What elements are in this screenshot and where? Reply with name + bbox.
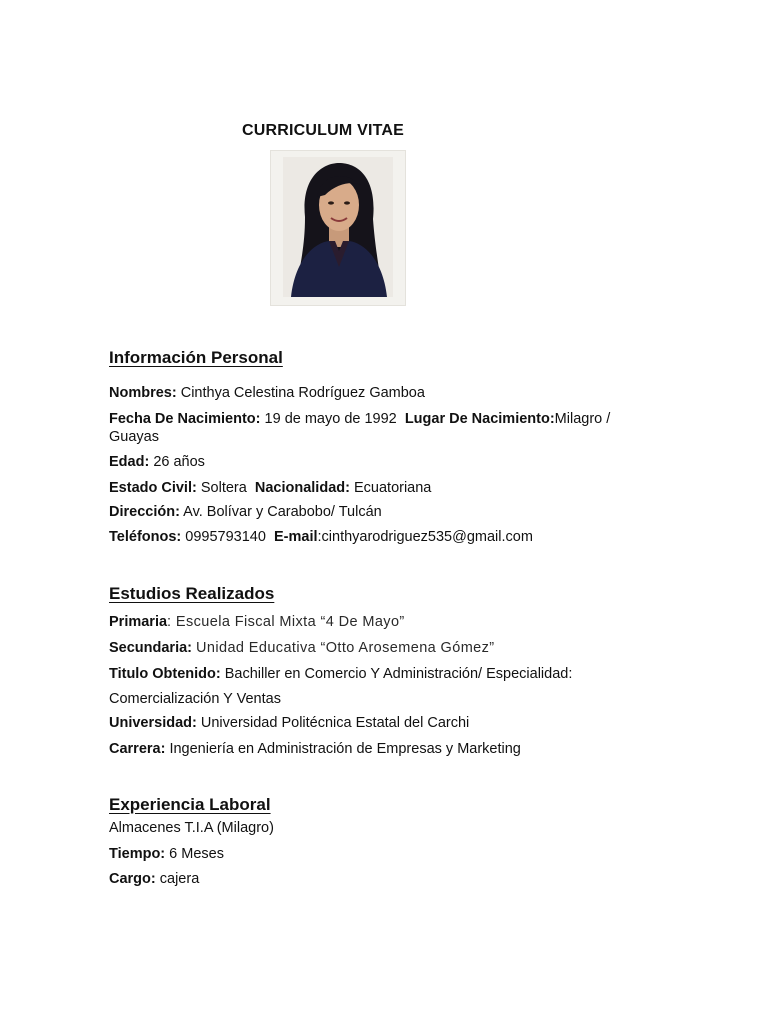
phones-label: Teléfonos: <box>109 529 182 545</box>
career-label: Carrera: <box>109 741 166 757</box>
email-label: E-mail <box>273 529 318 545</box>
primary-label: Primaria <box>109 614 168 630</box>
degree-value: Bachiller en Comercio Y Administración/ Especialidad: <box>224 666 573 682</box>
primary-row <box>109 614 405 630</box>
age-value: 26 años <box>153 454 205 470</box>
degree-label: Titulo Obtenido: <box>109 666 221 682</box>
university-value: Universidad Politécnica Estatal del Carchi <box>200 715 470 731</box>
names-value: Cinthya Celestina Rodríguez Gamboa <box>180 385 425 401</box>
university-label: Universidad: <box>109 715 197 731</box>
company-row: Almacenes T.I.A (Milagro) <box>109 820 274 836</box>
address-label: Dirección: <box>109 504 180 520</box>
civil-row <box>109 480 431 496</box>
university-row <box>109 715 469 731</box>
career-row <box>109 741 521 757</box>
profile-photo <box>270 150 406 306</box>
secondary-value: Unidad Educativa “Otto Arosemena Gómez” <box>196 640 495 656</box>
document-title: CURRICULUM VITAE <box>242 122 405 139</box>
role-value: cajera <box>159 871 200 887</box>
birthdate-label: Fecha De Nacimiento: <box>109 411 261 427</box>
phones-value: 0995793140 <box>185 529 266 545</box>
names-row <box>109 385 425 401</box>
address-value: Av. Bolívar y Carabobo/ Tulcán <box>183 504 382 520</box>
birthdate-value: 19 de mayo de 1992 <box>264 411 397 427</box>
time-row <box>109 846 224 862</box>
section-heading-experience: Experiencia Laboral <box>109 795 271 814</box>
address-row <box>109 504 382 520</box>
career-value: Ingeniería en Administración de Empresas y Marketing <box>169 741 521 757</box>
secondary-row <box>109 640 495 656</box>
section-heading-personal: Información Personal <box>109 348 283 367</box>
degree-row <box>109 666 572 682</box>
portrait-photo-icon <box>283 157 393 297</box>
civil-value: Soltera <box>200 480 247 496</box>
birthplace-label: Lugar De Nacimiento: <box>404 411 555 427</box>
contact-row <box>109 529 533 545</box>
names-label: Nombres: <box>109 385 177 401</box>
nationality-value: Ecuatoriana <box>353 480 432 496</box>
age-row <box>109 454 205 470</box>
time-label: Tiempo: <box>109 846 166 862</box>
civil-label: Estado Civil: <box>109 480 197 496</box>
secondary-label: Secundaria: <box>109 640 192 656</box>
birthplace-value: Milagro / <box>554 411 611 427</box>
primary-value: : Escuela Fiscal Mixta “4 De Mayo” <box>167 614 405 630</box>
time-value: 6 Meses <box>169 846 224 862</box>
role-label: Cargo: <box>109 871 156 887</box>
nationality-label: Nacionalidad: <box>254 480 350 496</box>
birthplace-value-cont: Guayas <box>109 429 159 445</box>
section-heading-studies: Estudios Realizados <box>109 584 275 603</box>
age-label: Edad: <box>109 454 150 470</box>
birth-row <box>109 411 610 427</box>
email-value: :cinthyarodriguez535@gmail.com <box>317 529 533 545</box>
role-row <box>109 871 199 887</box>
degree-value-cont: Comercialización Y Ventas <box>109 691 281 707</box>
